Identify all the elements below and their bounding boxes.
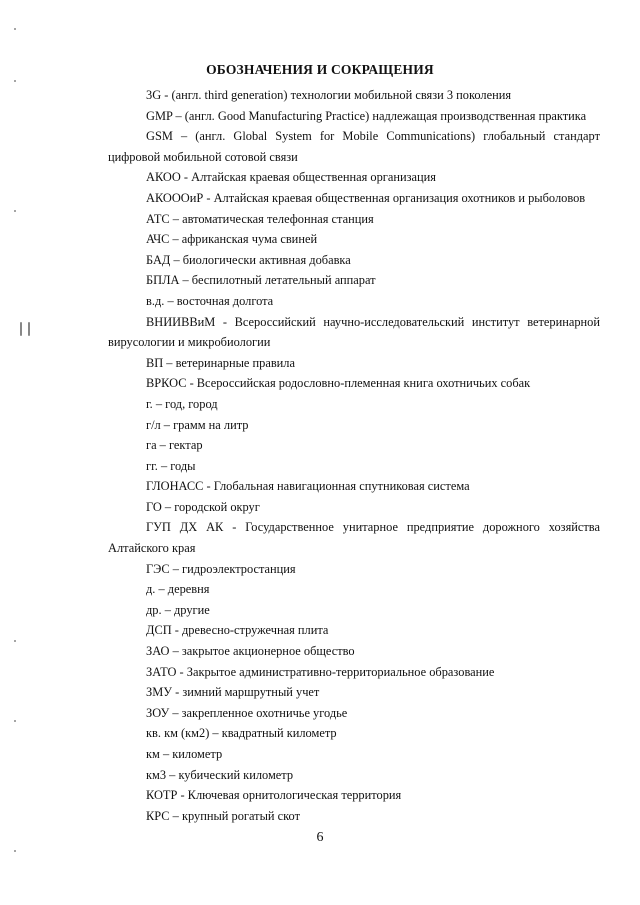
- abbreviation-entry: БПЛА – беспилотный летательный аппарат: [146, 273, 376, 288]
- scan-speck: [14, 720, 16, 722]
- scan-speck: [14, 210, 16, 212]
- abbreviation-entry: ВП – ветеринарные правила: [146, 355, 295, 370]
- abbreviation-entry: гг. – годы: [146, 458, 196, 473]
- abbreviation-entry: др. – другие: [146, 602, 210, 617]
- abbreviation-entry: ДСП - древесно-стружечная плита: [146, 623, 329, 638]
- scan-speck: [14, 28, 16, 30]
- abbreviation-entry: АКОО - Алтайская краевая общественная организация: [146, 170, 436, 185]
- scan-speck: [14, 850, 16, 852]
- abbreviation-entry: АТС – автоматическая телефонная станция: [146, 211, 374, 226]
- abbreviation-entry: ВНИИВВиМ - Всероссийский научно-исследовательский институт ветеринарной вирусологии и микробиологии: [108, 314, 600, 350]
- abbreviation-entry: GMP – (англ. Good Manufacturing Practice) надлежащая производственная практика: [146, 108, 587, 123]
- abbreviation-entry: АЧС – африканская чума свиней: [146, 232, 318, 247]
- abbreviation-entry: в.д. – восточная долгота: [146, 293, 274, 308]
- abbreviation-entry: ВРКОС - Всероссийская родословно-племенная книга охотничьих собак: [146, 376, 531, 391]
- abbreviation-entry: ЗОУ – закрепленное охотничье угодье: [146, 705, 348, 720]
- abbreviation-entry: АКОООиР - Алтайская краевая общественная организация охотников и рыболовов: [146, 190, 586, 205]
- abbreviation-entry: км3 – кубический километр: [146, 767, 294, 782]
- abbreviation-entry: ЗАТО - Закрытое административно-территориальное образование: [146, 664, 495, 679]
- scan-speck: [14, 80, 16, 82]
- scan-speck: [28, 322, 30, 336]
- scan-speck: [14, 640, 16, 642]
- page-number: 6: [316, 830, 324, 845]
- abbreviation-entry: ГЭС – гидроэлектростанция: [146, 561, 296, 576]
- abbreviation-entry: БАД – биологически активная добавка: [146, 252, 351, 267]
- abbreviation-entry: 3G - (англ. third generation) технологии мобильной связи 3 поколения: [146, 88, 512, 102]
- abbreviation-entry: КОТР - Ключевая орнитологическая территория: [146, 788, 402, 803]
- abbreviation-entry: ЗМУ - зимний маршрутный учет: [146, 685, 320, 700]
- abbreviation-entry: GSM – (англ. Global System for Mobile Communications) глобальный стандарт цифровой мобильной сотовой связи: [108, 129, 600, 164]
- abbreviations-list: [108, 85, 600, 826]
- abbreviation-entry: КРС – крупный рогатый скот: [146, 808, 300, 823]
- page-title: ОБОЗНАЧЕНИЯ И СОКРАЩЕНИЯ: [206, 62, 434, 77]
- abbreviation-entry: г. – год, город: [146, 396, 218, 411]
- abbreviation-entry: ГУП ДХ АК - Государственное унитарное предприятие дорожного хозяйства Алтайского края: [108, 520, 600, 556]
- abbreviation-entry: га – гектар: [146, 438, 203, 453]
- abbreviation-entry: д. – деревня: [146, 582, 210, 597]
- abbreviation-entry: ГЛОНАСС - Глобальная навигационная спутниковая система: [146, 479, 470, 494]
- abbreviation-entry: г/л – грамм на литр: [146, 417, 249, 432]
- abbreviation-entry: кв. км (км2) – квадратный километр: [146, 726, 337, 741]
- scan-speck: [20, 322, 22, 336]
- abbreviation-entry: ЗАО – закрытое акционерное общество: [146, 644, 355, 659]
- abbreviation-entry: км – километр: [146, 747, 223, 761]
- abbreviation-entry: ГО – городской округ: [146, 499, 260, 514]
